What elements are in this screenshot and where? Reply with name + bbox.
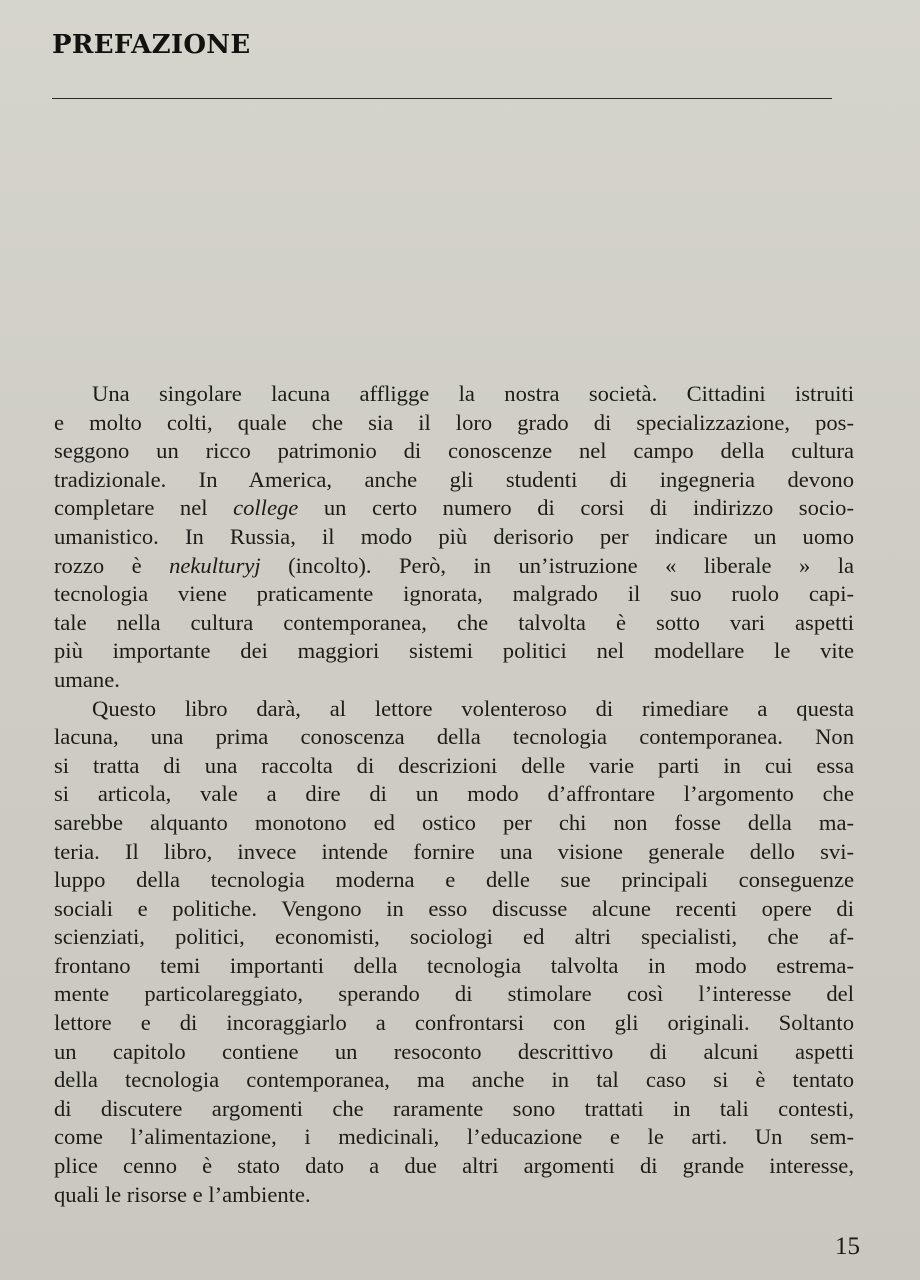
- text-line: si articola, vale a dire di un modo d’affrontare l’argomento che: [54, 781, 854, 807]
- text-line: di discutere argomenti che raramente sono trattati in tali contesti,: [54, 1095, 854, 1121]
- paragraph-1: [54, 380, 854, 695]
- page-heading: PREFAZIONE: [52, 30, 251, 60]
- text-line: della tecnologia contemporanea, ma anche in tal caso si è tentato: [54, 1067, 854, 1093]
- italic-word: nekulturyj: [169, 552, 261, 578]
- text-line: sociali e politiche. Vengono in esso discusse alcune recenti opere di: [54, 895, 854, 921]
- text-line: e molto colti, quale che sia il loro grado di specializzazione, pos-: [54, 409, 854, 435]
- text-line: si tratta di una raccolta di descrizioni delle varie parti in cui essa: [54, 752, 854, 778]
- text-line: tradizionale. In America, anche gli studenti di ingegneria devono: [54, 466, 854, 492]
- text-line: sarebbe alquanto monotono ed ostico per chi non fosse della ma-: [54, 809, 854, 835]
- italic-word: college: [233, 495, 299, 521]
- text-line: come l’alimentazione, i medicinali, l’educazione e le arti. Un sem-: [54, 1124, 854, 1150]
- text-line: un capitolo contiene un resoconto descrittivo di alcuni aspetti: [54, 1038, 854, 1064]
- text-line: mente particolareggiato, sperando di stimolare così l’interesse del: [54, 981, 854, 1007]
- text-fragment: (incolto). Però, in un’istruzione « liberale » la: [288, 552, 855, 578]
- text-line: più importante dei maggiori sistemi politici nel modellare le vite: [54, 638, 854, 664]
- text-line: lacuna, una prima conoscenza della tecnologia contemporanea. Non: [54, 724, 854, 750]
- text-line: plice cenno è stato dato a due altri argomenti di grande interesse,: [54, 1153, 854, 1179]
- page-number: 15: [835, 1233, 860, 1260]
- text-fragment: completare nel: [54, 495, 234, 521]
- text-line: umane.: [54, 666, 120, 692]
- text-line: luppo della tecnologia moderna e delle sue principali conseguenze: [54, 867, 854, 893]
- paragraph-2: [54, 695, 854, 1210]
- text-fragment: rozzo è: [54, 552, 170, 578]
- text-line: [54, 494, 854, 523]
- text-line: [54, 552, 854, 581]
- text-line: seggono un ricco patrimonio di conoscenze nel campo della cultura: [54, 438, 854, 464]
- text-line: tale nella cultura contemporanea, che talvolta è sotto vari aspetti: [54, 609, 854, 635]
- text-line: lettore e di incoraggiarlo a confrontarsi con gli originali. Soltanto: [54, 1010, 854, 1036]
- text-line: tecnologia viene praticamente ignorata, malgrado il suo ruolo capi-: [54, 581, 854, 607]
- text-line: teria. Il libro, invece intende fornire una visione generale dello svi-: [54, 838, 854, 864]
- text-line: quali le risorse e l’ambiente.: [54, 1181, 311, 1207]
- heading-rule: [52, 98, 832, 99]
- text-line: Questo libro darà, al lettore volenteroso di rimediare a questa: [92, 695, 854, 721]
- text-line: frontano temi importanti della tecnologia talvolta in modo estrema-: [54, 952, 854, 978]
- text-line: scienziati, politici, economisti, sociologi ed altri specialisti, che af-: [54, 924, 854, 950]
- text-fragment: un certo numero di corsi di indirizzo socio-: [323, 495, 855, 521]
- body-text: [54, 380, 854, 1209]
- text-line: Una singolare lacuna affligge la nostra società. Cittadini istruiti: [92, 381, 854, 406]
- text-line: umanistico. In Russia, il modo più derisorio per indicare un uomo: [54, 523, 854, 549]
